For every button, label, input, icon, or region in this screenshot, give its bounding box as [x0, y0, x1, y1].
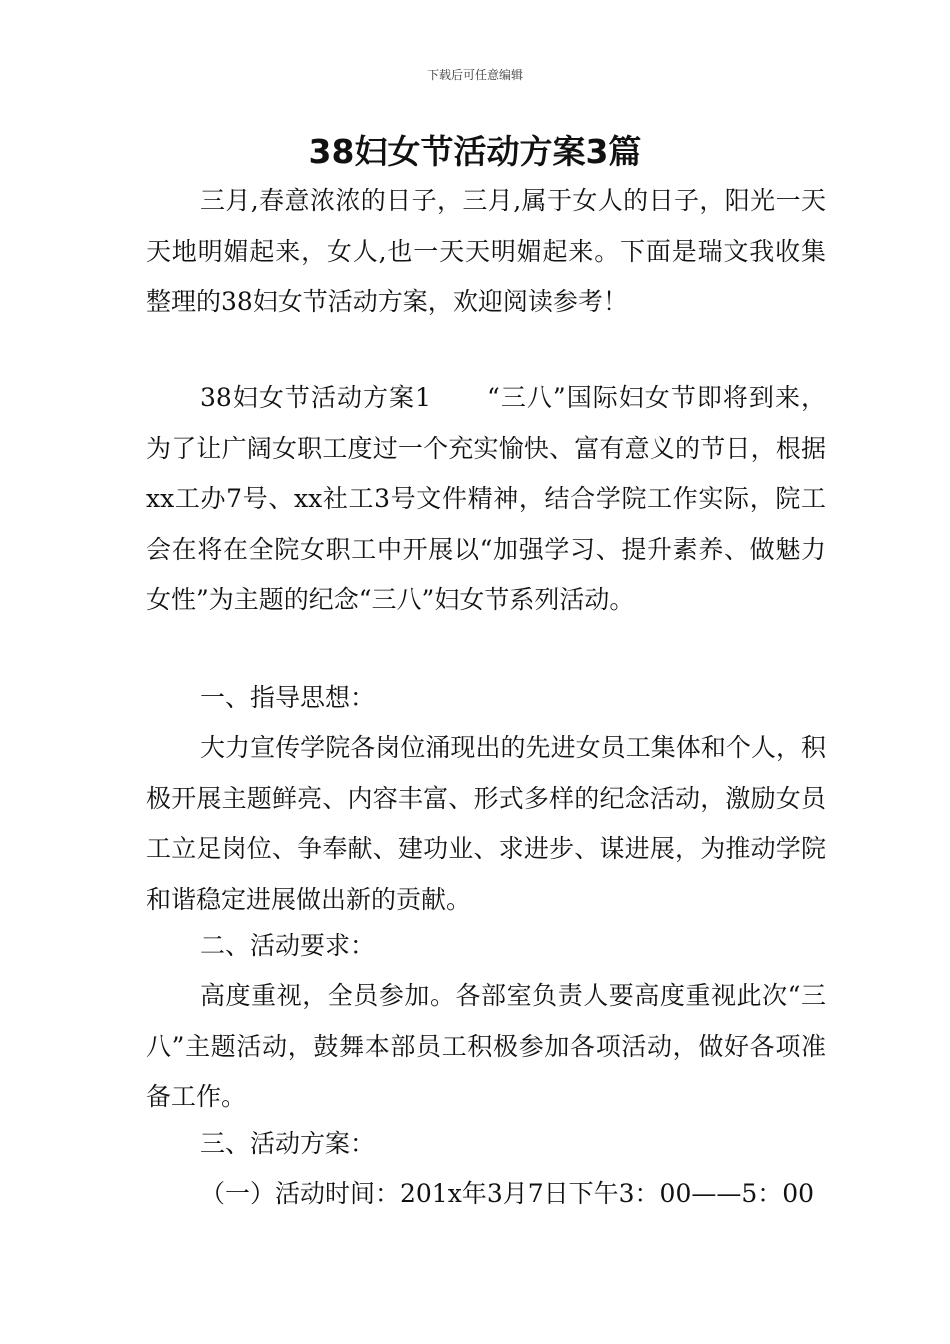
heading-activity-requirements: 二、活动要求： — [200, 931, 376, 960]
activity-time-paragraph: （一）活动时间：201x年3月7日下午3：00——5：00 — [200, 1179, 815, 1208]
intro-paragraph: 三月,春意浓浓的日子，三月,属于女人的日子，阳光一天天地明媚起来，女人,也一天天明媚起来。下面是瑞文我收集整理的38妇女节活动方案，欢迎阅读参考！ — [146, 186, 826, 316]
activity-requirements-paragraph: 高度重视，全员参加。各部室负责人要高度重视此次“三八”主题活动，鼓舞本部员工积极参加各项活动，做好各项准备工作。 — [146, 981, 826, 1111]
guiding-thought-paragraph: 大力宣传学院各岗位涌现出的先进女员工集体和个人，积极开展主题鲜亮、内容丰富、形式多样的纪念活动，激励女员工立足岗位、争奉献、建功业、求进步、谋进展，为推动学院和谐稳定进展做出新的贡献。 — [146, 733, 826, 914]
section-label: 38妇女节活动方案1 — [200, 383, 431, 412]
heading-activity-plan: 三、活动方案： — [200, 1129, 376, 1158]
header-note: 下载后可任意编辑 — [426, 68, 523, 82]
document-title: 38妇女节活动方案3篇 — [308, 132, 642, 171]
section-intro: “三八”国际妇女节即将到来，为了让广阔女职工度过一个充实愉快、富有意义的节日，根据xx工办7号、xx社工3号文件精神，结合学院工作实际，院工会在将在全院女职工中开展以“加强学习、提升素养、做魅力女性”为主题的纪念“三八”妇女节系列活动。 — [146, 383, 826, 614]
heading-guiding-thought: 一、指导思想： — [200, 683, 376, 712]
section-1-paragraph — [146, 373, 826, 626]
